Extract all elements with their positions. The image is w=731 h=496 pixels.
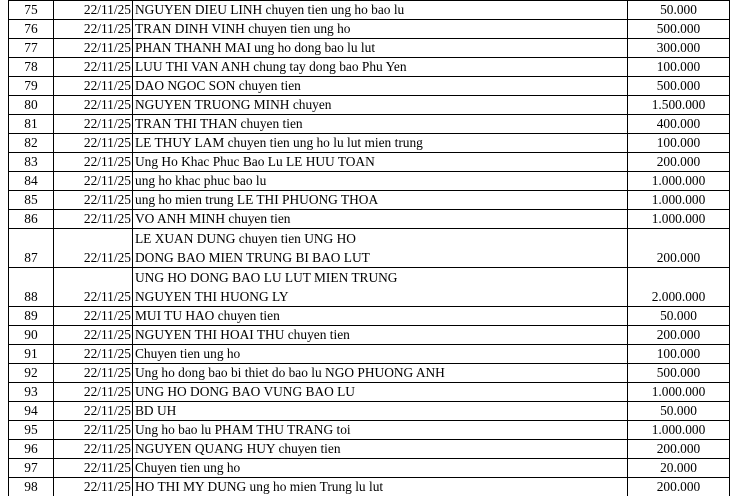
date-cell: 22/11/25 [54, 20, 133, 39]
description-line: LUU THI VAN ANH chung tay dong bao Phu Yen [135, 58, 625, 76]
description-line: DONG BAO MIEN TRUNG BI BAO LUT [135, 248, 625, 267]
table-row [9, 1, 730, 20]
row-number-cell: 77 [9, 39, 54, 58]
description-line: LE XUAN DUNG chuyen tien UNG HO [135, 229, 625, 248]
amount-cell: 300.000 [628, 39, 730, 58]
date-cell: 22/11/25 [54, 307, 133, 326]
amount-cell: 200.000 [628, 153, 730, 172]
amount-cell: 1.000.000 [628, 191, 730, 210]
amount-cell: 50.000 [628, 402, 730, 421]
table-row [9, 153, 730, 172]
row-number-cell: 81 [9, 115, 54, 134]
description-line: UNG HO DONG BAO LU LUT MIEN TRUNG [135, 268, 625, 287]
date-cell: 22/11/25 [54, 421, 133, 440]
table-row [9, 210, 730, 229]
table-row [9, 383, 730, 402]
description-cell [133, 402, 628, 421]
amount-cell: 2.000.000 [628, 268, 730, 307]
description-cell [133, 134, 628, 153]
description-line: NGUYEN DIEU LINH chuyen tien ung ho bao lu [135, 1, 625, 19]
table-row [9, 307, 730, 326]
description-cell [133, 58, 628, 77]
date-cell: 22/11/25 [54, 402, 133, 421]
table-row [9, 134, 730, 153]
description-line: TRAN THI THAN chuyen tien [135, 115, 625, 133]
row-number-cell: 94 [9, 402, 54, 421]
row-number-cell: 86 [9, 210, 54, 229]
table-row [9, 115, 730, 134]
row-number-cell: 96 [9, 440, 54, 459]
description-line: ung ho mien trung LE THI PHUONG THOA [135, 191, 625, 209]
date-cell: 22/11/25 [54, 134, 133, 153]
amount-cell: 200.000 [628, 229, 730, 268]
table-row [9, 345, 730, 364]
description-cell [133, 345, 628, 364]
amount-cell: 100.000 [628, 58, 730, 77]
row-number-cell: 95 [9, 421, 54, 440]
date-cell: 22/11/25 [54, 478, 133, 496]
amount-cell: 200.000 [628, 440, 730, 459]
description-cell [133, 440, 628, 459]
description-cell [133, 191, 628, 210]
amount-cell: 1.000.000 [628, 421, 730, 440]
table-row [9, 478, 730, 496]
row-number-cell: 87 [9, 229, 54, 268]
description-cell [133, 39, 628, 58]
description-line: BD UH [135, 402, 625, 420]
table-row [9, 229, 730, 268]
date-cell: 22/11/25 [54, 58, 133, 77]
amount-cell: 100.000 [628, 345, 730, 364]
description-line: DAO NGOC SON chuyen tien [135, 77, 625, 95]
amount-cell: 20.000 [628, 459, 730, 478]
date-cell: 22/11/25 [54, 210, 133, 229]
description-line: Chuyen tien ung ho [135, 345, 625, 363]
table-row [9, 364, 730, 383]
table-row [9, 440, 730, 459]
amount-cell: 1.000.000 [628, 210, 730, 229]
description-cell [133, 478, 628, 496]
description-cell [133, 153, 628, 172]
table-row [9, 191, 730, 210]
description-line: LE THUY LAM chuyen tien ung ho lu lut mien trung [135, 134, 625, 152]
description-line: Ung ho bao lu PHAM THU TRANG toi [135, 421, 625, 439]
table-row [9, 459, 730, 478]
description-line: TRAN DINH VINH chuyen tien ung ho [135, 20, 625, 38]
description-line: MUI TU HAO chuyen tien [135, 307, 625, 325]
description-cell [133, 307, 628, 326]
description-cell [133, 1, 628, 20]
row-number-cell: 76 [9, 20, 54, 39]
description-cell [133, 364, 628, 383]
row-number-cell: 82 [9, 134, 54, 153]
date-cell: 22/11/25 [54, 383, 133, 402]
row-number-cell: 93 [9, 383, 54, 402]
table-row [9, 421, 730, 440]
amount-cell: 1.500.000 [628, 96, 730, 115]
row-number-cell: 83 [9, 153, 54, 172]
date-cell: 22/11/25 [54, 268, 133, 307]
amount-cell: 200.000 [628, 478, 730, 496]
date-cell: 22/11/25 [54, 77, 133, 96]
table-row [9, 402, 730, 421]
row-number-cell: 89 [9, 307, 54, 326]
table-row [9, 172, 730, 191]
table-row [9, 77, 730, 96]
row-number-cell: 85 [9, 191, 54, 210]
description-line: Ung Ho Khac Phuc Bao Lu LE HUU TOAN [135, 153, 625, 171]
row-number-cell: 78 [9, 58, 54, 77]
amount-cell: 1.000.000 [628, 383, 730, 402]
description-cell [133, 115, 628, 134]
date-cell: 22/11/25 [54, 364, 133, 383]
date-cell: 22/11/25 [54, 229, 133, 268]
date-cell: 22/11/25 [54, 39, 133, 58]
date-cell: 22/11/25 [54, 440, 133, 459]
date-cell: 22/11/25 [54, 326, 133, 345]
description-cell [133, 326, 628, 345]
date-cell: 22/11/25 [54, 345, 133, 364]
table-row [9, 96, 730, 115]
row-number-cell: 91 [9, 345, 54, 364]
row-number-cell: 98 [9, 478, 54, 496]
description-line: Chuyen tien ung ho [135, 459, 625, 477]
description-line: NGUYEN THI HUONG LY [135, 287, 625, 306]
description-line: NGUYEN QUANG HUY chuyen tien [135, 440, 625, 458]
table-row [9, 268, 730, 307]
row-number-cell: 90 [9, 326, 54, 345]
date-cell: 22/11/25 [54, 115, 133, 134]
row-number-cell: 84 [9, 172, 54, 191]
date-cell: 22/11/25 [54, 172, 133, 191]
amount-cell: 50.000 [628, 307, 730, 326]
amount-cell: 500.000 [628, 77, 730, 96]
description-cell [133, 383, 628, 402]
table-body [9, 1, 730, 496]
description-line: ung ho khac phuc bao lu [135, 172, 625, 190]
description-cell [133, 20, 628, 39]
row-number-cell: 88 [9, 268, 54, 307]
amount-cell: 100.000 [628, 134, 730, 153]
description-cell [133, 229, 628, 268]
description-line: HO THI MY DUNG ung ho mien Trung lu lut [135, 478, 625, 496]
amount-cell: 200.000 [628, 326, 730, 345]
description-cell [133, 459, 628, 478]
amount-cell: 400.000 [628, 115, 730, 134]
description-cell [133, 268, 628, 307]
row-number-cell: 75 [9, 1, 54, 20]
description-line: UNG HO DONG BAO VUNG BAO LU [135, 383, 625, 401]
description-line: NGUYEN TRUONG MINH chuyen [135, 96, 625, 114]
date-cell: 22/11/25 [54, 153, 133, 172]
description-cell [133, 421, 628, 440]
donation-ledger [8, 0, 729, 496]
description-cell [133, 172, 628, 191]
description-line: NGUYEN THI HOAI THU chuyen tien [135, 326, 625, 344]
date-cell: 22/11/25 [54, 96, 133, 115]
description-line: PHAN THANH MAI ung ho dong bao lu lut [135, 39, 625, 57]
date-cell: 22/11/25 [54, 459, 133, 478]
row-number-cell: 97 [9, 459, 54, 478]
amount-cell: 1.000.000 [628, 172, 730, 191]
amount-cell: 500.000 [628, 364, 730, 383]
description-cell [133, 96, 628, 115]
description-cell [133, 210, 628, 229]
description-line: VO ANH MINH chuyen tien [135, 210, 625, 228]
amount-cell: 50.000 [628, 1, 730, 20]
table-row [9, 20, 730, 39]
amount-cell: 500.000 [628, 20, 730, 39]
donation-table [8, 0, 730, 496]
date-cell: 22/11/25 [54, 191, 133, 210]
table-row [9, 58, 730, 77]
table-row [9, 39, 730, 58]
description-cell [133, 77, 628, 96]
description-line: Ung ho dong bao bi thiet do bao lu NGO PHUONG ANH [135, 364, 625, 382]
row-number-cell: 80 [9, 96, 54, 115]
row-number-cell: 92 [9, 364, 54, 383]
table-row [9, 326, 730, 345]
date-cell: 22/11/25 [54, 1, 133, 20]
row-number-cell: 79 [9, 77, 54, 96]
